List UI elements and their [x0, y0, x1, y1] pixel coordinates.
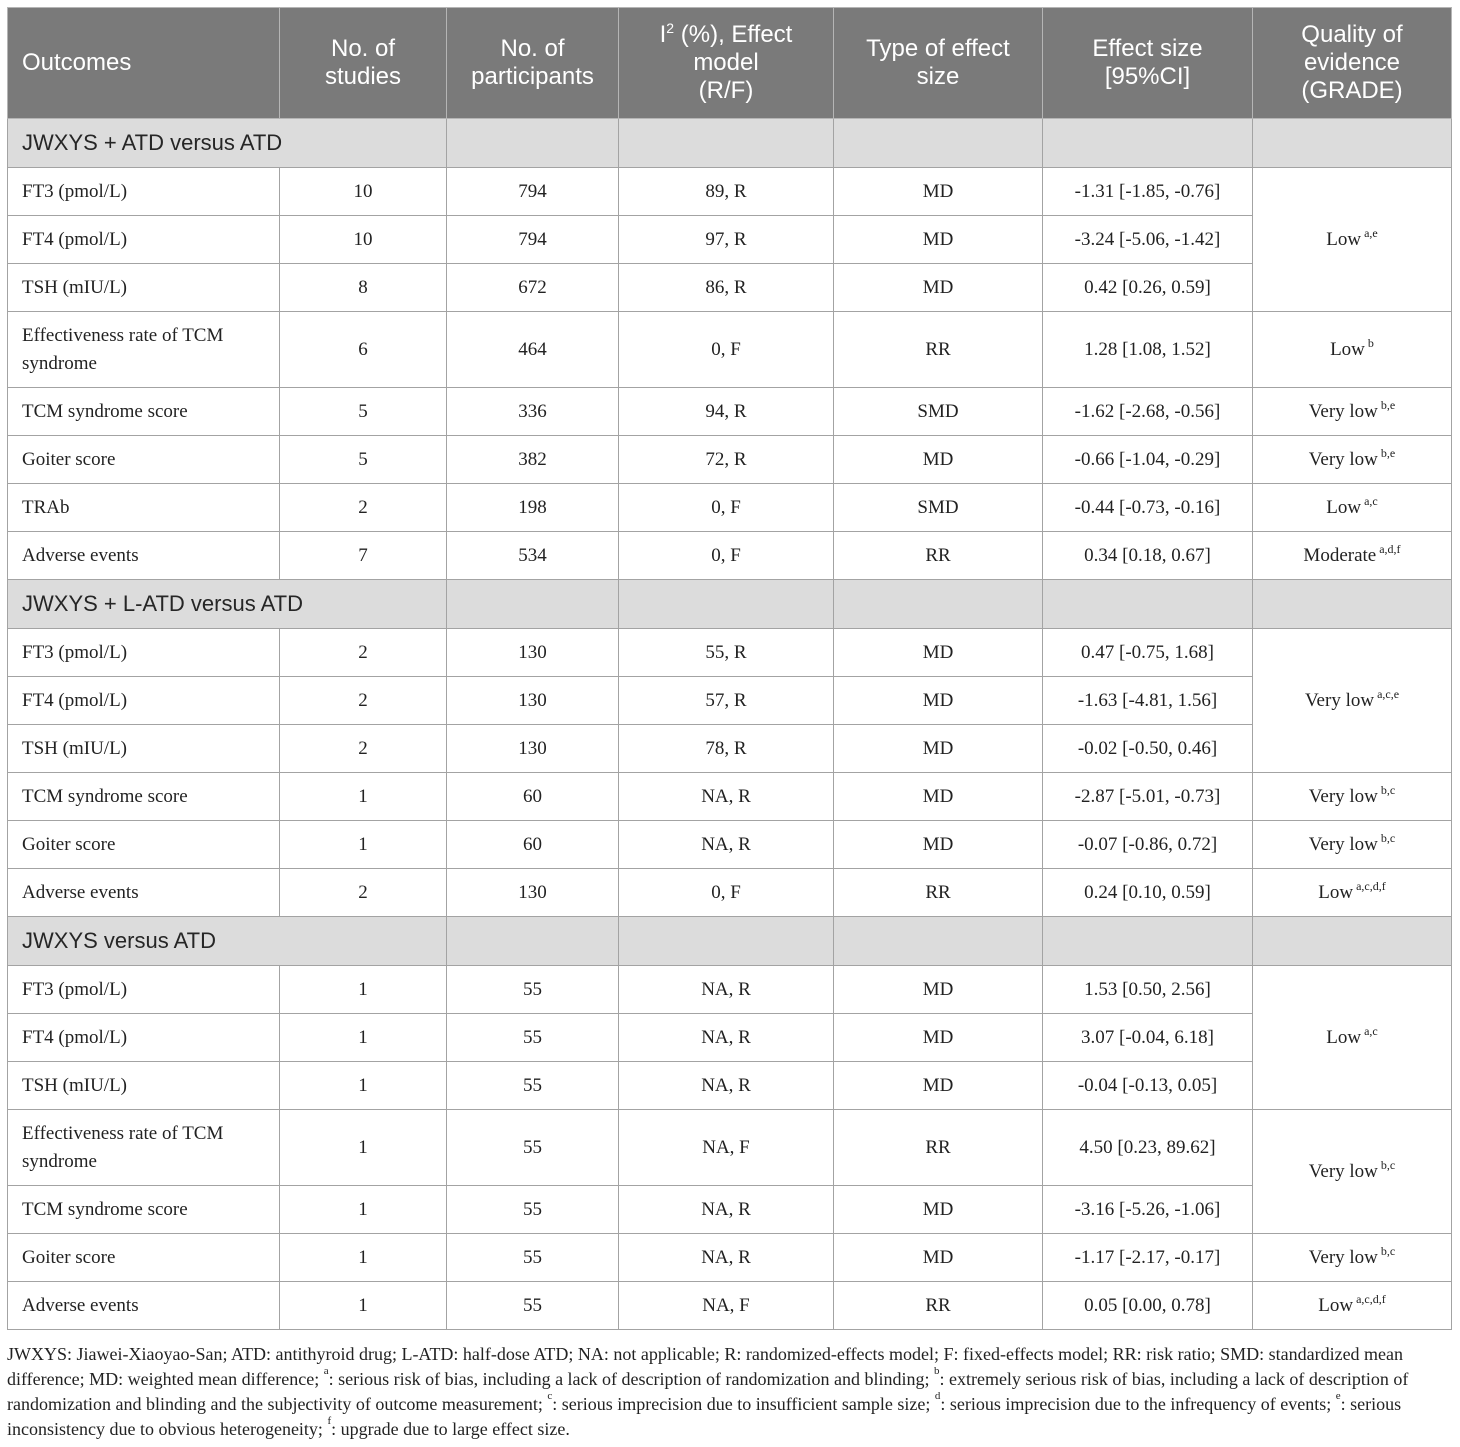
quality-label: Very low: [1308, 833, 1378, 855]
section-header-row: [8, 119, 1452, 168]
table-row: [8, 629, 1452, 677]
outcome-cell: [8, 966, 280, 1014]
outcome-line: Goiter score: [22, 1246, 116, 1268]
table-row: [8, 725, 1452, 773]
footnote-mark: e: [1335, 1390, 1341, 1402]
effect-type-cell: MD: [834, 821, 1043, 869]
participants-cell: 336: [447, 388, 619, 436]
quality-footnote-marks: b,c: [1380, 1157, 1396, 1172]
effect-type-cell: MD: [834, 1014, 1043, 1062]
participants-cell: 60: [447, 821, 619, 869]
quality-cell: [1253, 869, 1452, 917]
model-cell: 97, R: [619, 216, 834, 264]
quality-cell: [1253, 168, 1452, 312]
model-cell: 57, R: [619, 677, 834, 725]
effect-type-cell: MD: [834, 1234, 1043, 1282]
quality-footnote-marks: a,c,d,f: [1356, 1291, 1386, 1306]
effect-size-cell: 0.34 [0.18, 0.67]: [1043, 532, 1253, 580]
effect-size-cell: 0.47 [-0.75, 1.68]: [1043, 629, 1253, 677]
outcome-cell: [8, 216, 280, 264]
table-row: [8, 1282, 1452, 1330]
table-body: [8, 119, 1452, 1330]
effect-size-cell: -1.63 [-4.81, 1.56]: [1043, 677, 1253, 725]
quality-footnote-marks: a,c,e: [1377, 686, 1400, 701]
studies-cell: 1: [280, 773, 447, 821]
outcome-line: TRAb: [22, 496, 70, 518]
effect-size-cell: -3.24 [-5.06, -1.42]: [1043, 216, 1253, 264]
studies-cell: 2: [280, 677, 447, 725]
studies-cell: 5: [280, 388, 447, 436]
section-empty-cell: [1043, 917, 1253, 966]
participants-cell: 672: [447, 264, 619, 312]
quality-label: Very low: [1304, 689, 1375, 711]
studies-cell: 1: [280, 1110, 447, 1186]
effect-size-cell: -0.02 [-0.50, 0.46]: [1043, 725, 1253, 773]
table-row: [8, 312, 1452, 388]
quality-label: Low: [1330, 338, 1365, 360]
studies-cell: 1: [280, 1234, 447, 1282]
effect-type-cell: MD: [834, 264, 1043, 312]
table-row: [8, 264, 1452, 312]
effect-size-cell: -2.87 [-5.01, -0.73]: [1043, 773, 1253, 821]
model-cell: NA, R: [619, 773, 834, 821]
section-empty-cell: [1253, 580, 1452, 629]
table-row: [8, 532, 1452, 580]
effect-type-cell: MD: [834, 168, 1043, 216]
effect-type-cell: SMD: [834, 388, 1043, 436]
table-row: [8, 1186, 1452, 1234]
footnote-text: : extremely serious risk of bias, including a lack of description of randomization and blinding and the subjectivity of outcome measurement;: [7, 1369, 1409, 1414]
model-cell: 0, F: [619, 312, 834, 388]
studies-cell: 2: [280, 869, 447, 917]
section-empty-cell: [834, 119, 1043, 168]
quality-label: Low: [1326, 228, 1362, 250]
participants-cell: 130: [447, 725, 619, 773]
effect-type-cell: MD: [834, 677, 1043, 725]
model-cell: NA, R: [619, 966, 834, 1014]
section-title: JWXYS + ATD versus ATD: [8, 119, 447, 168]
effect-size-cell: -0.44 [-0.73, -0.16]: [1043, 484, 1253, 532]
footnote-text: : upgrade due to large effect size.: [331, 1419, 570, 1439]
quality-label: Very low: [1308, 1160, 1378, 1182]
section-header-row: [8, 580, 1452, 629]
quality-label: Low: [1326, 496, 1362, 518]
quality-footnote-marks: b,c: [1380, 830, 1396, 845]
effect-size-cell: 1.53 [0.50, 2.56]: [1043, 966, 1253, 1014]
section-empty-cell: [619, 917, 834, 966]
outcome-line: FT4 (pmol/L): [22, 228, 128, 250]
table-row: [8, 821, 1452, 869]
outcome-cell: [8, 1062, 280, 1110]
table-row: [8, 168, 1452, 216]
participants-cell: 794: [447, 168, 619, 216]
studies-cell: 2: [280, 725, 447, 773]
outcome-cell: [8, 532, 280, 580]
model-cell: 0, F: [619, 869, 834, 917]
quality-cell: [1253, 436, 1452, 484]
quality-label: Low: [1318, 881, 1354, 903]
participants-cell: 534: [447, 532, 619, 580]
model-cell: NA, R: [619, 1186, 834, 1234]
model-cell: NA, R: [619, 821, 834, 869]
outcome-cell: [8, 436, 280, 484]
effect-size-cell: -0.66 [-1.04, -0.29]: [1043, 436, 1253, 484]
effect-type-cell: MD: [834, 966, 1043, 1014]
outcome-line: FT3 (pmol/L): [22, 978, 128, 1000]
header-row: [8, 8, 1452, 119]
header-effect-type: Type of effect size: [834, 8, 1043, 119]
outcome-cell: [8, 388, 280, 436]
effect-type-cell: RR: [834, 1110, 1043, 1186]
studies-cell: 1: [280, 1282, 447, 1330]
effect-type-cell: RR: [834, 312, 1043, 388]
section-empty-cell: [1043, 580, 1253, 629]
outcome-line: Effectiveness rate of TCM: [22, 1122, 224, 1144]
header-heterogeneity-model: $I^2$ (%), Effect model (R/F): [619, 8, 834, 119]
effect-size-cell: 0.24 [0.10, 0.59]: [1043, 869, 1253, 917]
footnote-mark: d: [934, 1390, 941, 1402]
effect-type-cell: MD: [834, 1062, 1043, 1110]
model-cell: NA, F: [619, 1282, 834, 1330]
outcome-cell: [8, 725, 280, 773]
effect-type-cell: MD: [834, 1186, 1043, 1234]
table-row: [8, 1062, 1452, 1110]
outcome-cell: [8, 869, 280, 917]
model-cell: NA, R: [619, 1062, 834, 1110]
outcome-line: Adverse events: [22, 1294, 139, 1316]
outcome-cell: [8, 629, 280, 677]
outcome-line: TSH (mIU/L): [22, 737, 128, 759]
outcome-cell: [8, 264, 280, 312]
table-row: [8, 869, 1452, 917]
studies-cell: 2: [280, 629, 447, 677]
studies-cell: 1: [280, 1186, 447, 1234]
model-cell: NA, R: [619, 1234, 834, 1282]
studies-cell: 8: [280, 264, 447, 312]
quality-cell: [1253, 1234, 1452, 1282]
section-empty-cell: [1043, 119, 1253, 168]
footnote-mark: a: [323, 1365, 329, 1377]
quality-cell: [1253, 821, 1452, 869]
outcome-cell: [8, 1110, 280, 1186]
participants-cell: 130: [447, 677, 619, 725]
table-row: [8, 388, 1452, 436]
quality-footnote-marks: a,c: [1364, 493, 1378, 508]
outcome-line: Goiter score: [22, 448, 116, 470]
participants-cell: 55: [447, 1110, 619, 1186]
quality-footnote-marks: a,c: [1364, 1023, 1378, 1038]
effect-type-cell: MD: [834, 773, 1043, 821]
participants-cell: 55: [447, 1234, 619, 1282]
outcome-cell: [8, 821, 280, 869]
quality-cell: [1253, 773, 1452, 821]
quality-label: Very low: [1308, 785, 1378, 807]
studies-cell: 1: [280, 1014, 447, 1062]
footnote-text: : serious imprecision due to the infrequency of events;: [940, 1394, 1336, 1414]
table-footnote: [7, 1342, 1451, 1442]
model-cell: 0, F: [619, 484, 834, 532]
footnote-mark: f: [327, 1415, 332, 1427]
outcome-line: TSH (mIU/L): [22, 1074, 128, 1096]
participants-cell: 55: [447, 1282, 619, 1330]
quality-footnote-marks: a,c,d,f: [1356, 878, 1386, 893]
effect-type-cell: MD: [834, 725, 1043, 773]
outcome-line: syndrome: [22, 1150, 97, 1172]
participants-cell: 382: [447, 436, 619, 484]
model-cell: 94, R: [619, 388, 834, 436]
model-cell: 55, R: [619, 629, 834, 677]
quality-cell: [1253, 532, 1452, 580]
section-empty-cell: [619, 119, 834, 168]
outcome-line: TSH (mIU/L): [22, 276, 128, 298]
effect-type-cell: MD: [834, 216, 1043, 264]
outcome-line: TCM syndrome score: [22, 785, 188, 807]
effect-size-cell: 1.28 [1.08, 1.52]: [1043, 312, 1253, 388]
section-empty-cell: [447, 119, 619, 168]
participants-cell: 130: [447, 629, 619, 677]
quality-cell: [1253, 629, 1452, 773]
footnote-text: JWXYS: Jiawei-Xiaoyao-San; ATD: antithyroid drug; L-ATD: half-dose ATD; NA: not applicable; R: randomized-effects model; F: fixed-effects model; RR: risk ratio; SMD: standardized mean difference; MD: weighted mean difference;: [7, 1344, 1404, 1389]
table-row: [8, 216, 1452, 264]
participants-cell: 55: [447, 1186, 619, 1234]
studies-cell: 6: [280, 312, 447, 388]
quality-footnote-marks: a,e: [1364, 225, 1378, 240]
outcome-line: TCM syndrome score: [22, 1198, 188, 1220]
studies-cell: 5: [280, 436, 447, 484]
table-row: [8, 773, 1452, 821]
effect-size-cell: -1.62 [-2.68, -0.56]: [1043, 388, 1253, 436]
outcome-cell: [8, 1234, 280, 1282]
participants-cell: 60: [447, 773, 619, 821]
section-empty-cell: [447, 580, 619, 629]
model-cell: 72, R: [619, 436, 834, 484]
quality-footnote-marks: b,e: [1380, 445, 1396, 460]
effect-type-cell: MD: [834, 436, 1043, 484]
participants-cell: 198: [447, 484, 619, 532]
effect-size-cell: 4.50 [0.23, 89.62]: [1043, 1110, 1253, 1186]
outcome-line: Goiter score: [22, 833, 116, 855]
outcome-cell: [8, 312, 280, 388]
quality-label: Very low: [1308, 448, 1378, 470]
model-cell: NA, F: [619, 1110, 834, 1186]
effect-type-cell: RR: [834, 532, 1043, 580]
outcome-line: Effectiveness rate of TCM: [22, 324, 224, 346]
table-row: [8, 677, 1452, 725]
outcome-cell: [8, 677, 280, 725]
quality-footnote-marks: b,c: [1380, 782, 1396, 797]
table-row: [8, 1234, 1452, 1282]
table-row: [8, 1014, 1452, 1062]
quality-footnote-marks: b,e: [1380, 397, 1396, 412]
outcome-cell: [8, 1014, 280, 1062]
section-header-row: [8, 917, 1452, 966]
quality-label: Low: [1326, 1026, 1362, 1048]
table-row: [8, 436, 1452, 484]
participants-cell: 130: [447, 869, 619, 917]
effect-type-cell: SMD: [834, 484, 1043, 532]
effect-type-cell: RR: [834, 1282, 1043, 1330]
outcome-line: FT4 (pmol/L): [22, 1026, 128, 1048]
effect-size-cell: 0.42 [0.26, 0.59]: [1043, 264, 1253, 312]
effect-size-cell: 3.07 [-0.04, 6.18]: [1043, 1014, 1253, 1062]
header-effect-size: Effect size [95%CI]: [1043, 8, 1253, 119]
participants-cell: 794: [447, 216, 619, 264]
quality-label: Low: [1318, 1294, 1354, 1316]
quality-label: Very low: [1308, 1246, 1378, 1268]
outcome-cell: [8, 1282, 280, 1330]
participants-cell: 464: [447, 312, 619, 388]
quality-label: Very low: [1308, 400, 1378, 422]
studies-cell: 10: [280, 216, 447, 264]
header-outcomes: Outcomes: [8, 8, 280, 119]
table-row: [8, 484, 1452, 532]
section-empty-cell: [447, 917, 619, 966]
quality-label: Moderate: [1303, 544, 1377, 566]
outcome-line: Adverse events: [22, 881, 139, 903]
grade-evidence-table: [7, 7, 1452, 1330]
effect-size-cell: -0.04 [-0.13, 0.05]: [1043, 1062, 1253, 1110]
header-participants: No. of participants: [447, 8, 619, 119]
table-row: [8, 1110, 1452, 1186]
effect-size-cell: -1.17 [-2.17, -0.17]: [1043, 1234, 1253, 1282]
quality-cell: [1253, 1110, 1452, 1234]
quality-footnote-marks: a,d,f: [1379, 541, 1401, 556]
section-empty-cell: [619, 580, 834, 629]
studies-cell: 1: [280, 1062, 447, 1110]
quality-footnote-marks: b: [1367, 335, 1374, 350]
studies-cell: 10: [280, 168, 447, 216]
footnote-mark: b: [933, 1365, 940, 1377]
footnote-text: : serious imprecision due to insufficient sample size;: [552, 1394, 935, 1414]
model-cell: 0, F: [619, 532, 834, 580]
footnote-text: : serious inconsistency due to obvious heterogeneity;: [7, 1394, 1402, 1439]
outcome-cell: [8, 484, 280, 532]
section-title: JWXYS versus ATD: [8, 917, 447, 966]
footnote-mark: c: [547, 1390, 553, 1402]
footnote-text: : serious risk of bias, including a lack of description of randomization and blinding;: [328, 1369, 934, 1389]
outcome-line: FT3 (pmol/L): [22, 641, 128, 663]
studies-cell: 1: [280, 966, 447, 1014]
quality-footnote-marks: b,c: [1380, 1243, 1396, 1258]
outcome-cell: [8, 773, 280, 821]
section-empty-cell: [834, 917, 1043, 966]
studies-cell: 2: [280, 484, 447, 532]
outcome-line: Adverse events: [22, 544, 139, 566]
table-row: [8, 966, 1452, 1014]
quality-cell: [1253, 966, 1452, 1110]
outcome-line: syndrome: [22, 352, 97, 374]
section-empty-cell: [1253, 917, 1452, 966]
model-cell: 86, R: [619, 264, 834, 312]
outcome-line: FT4 (pmol/L): [22, 689, 128, 711]
outcome-line: TCM syndrome score: [22, 400, 188, 422]
section-title: JWXYS + L-ATD versus ATD: [8, 580, 447, 629]
outcome-cell: [8, 168, 280, 216]
studies-cell: 7: [280, 532, 447, 580]
outcome-line: FT3 (pmol/L): [22, 180, 128, 202]
quality-cell: [1253, 484, 1452, 532]
effect-type-cell: MD: [834, 629, 1043, 677]
header-studies: No. of studies: [280, 8, 447, 119]
effect-size-cell: 0.05 [0.00, 0.78]: [1043, 1282, 1253, 1330]
participants-cell: 55: [447, 1062, 619, 1110]
model-cell: 89, R: [619, 168, 834, 216]
section-empty-cell: [834, 580, 1043, 629]
header-quality: Quality of evidence (GRADE): [1253, 8, 1452, 119]
studies-cell: 1: [280, 821, 447, 869]
quality-cell: [1253, 388, 1452, 436]
outcome-cell: [8, 1186, 280, 1234]
effect-size-cell: -0.07 [-0.86, 0.72]: [1043, 821, 1253, 869]
model-cell: 78, R: [619, 725, 834, 773]
quality-cell: [1253, 312, 1452, 388]
effect-type-cell: RR: [834, 869, 1043, 917]
quality-cell: [1253, 1282, 1452, 1330]
section-empty-cell: [1253, 119, 1452, 168]
participants-cell: 55: [447, 1014, 619, 1062]
participants-cell: 55: [447, 966, 619, 1014]
effect-size-cell: -1.31 [-1.85, -0.76]: [1043, 168, 1253, 216]
model-cell: NA, R: [619, 1014, 834, 1062]
effect-size-cell: -3.16 [-5.26, -1.06]: [1043, 1186, 1253, 1234]
